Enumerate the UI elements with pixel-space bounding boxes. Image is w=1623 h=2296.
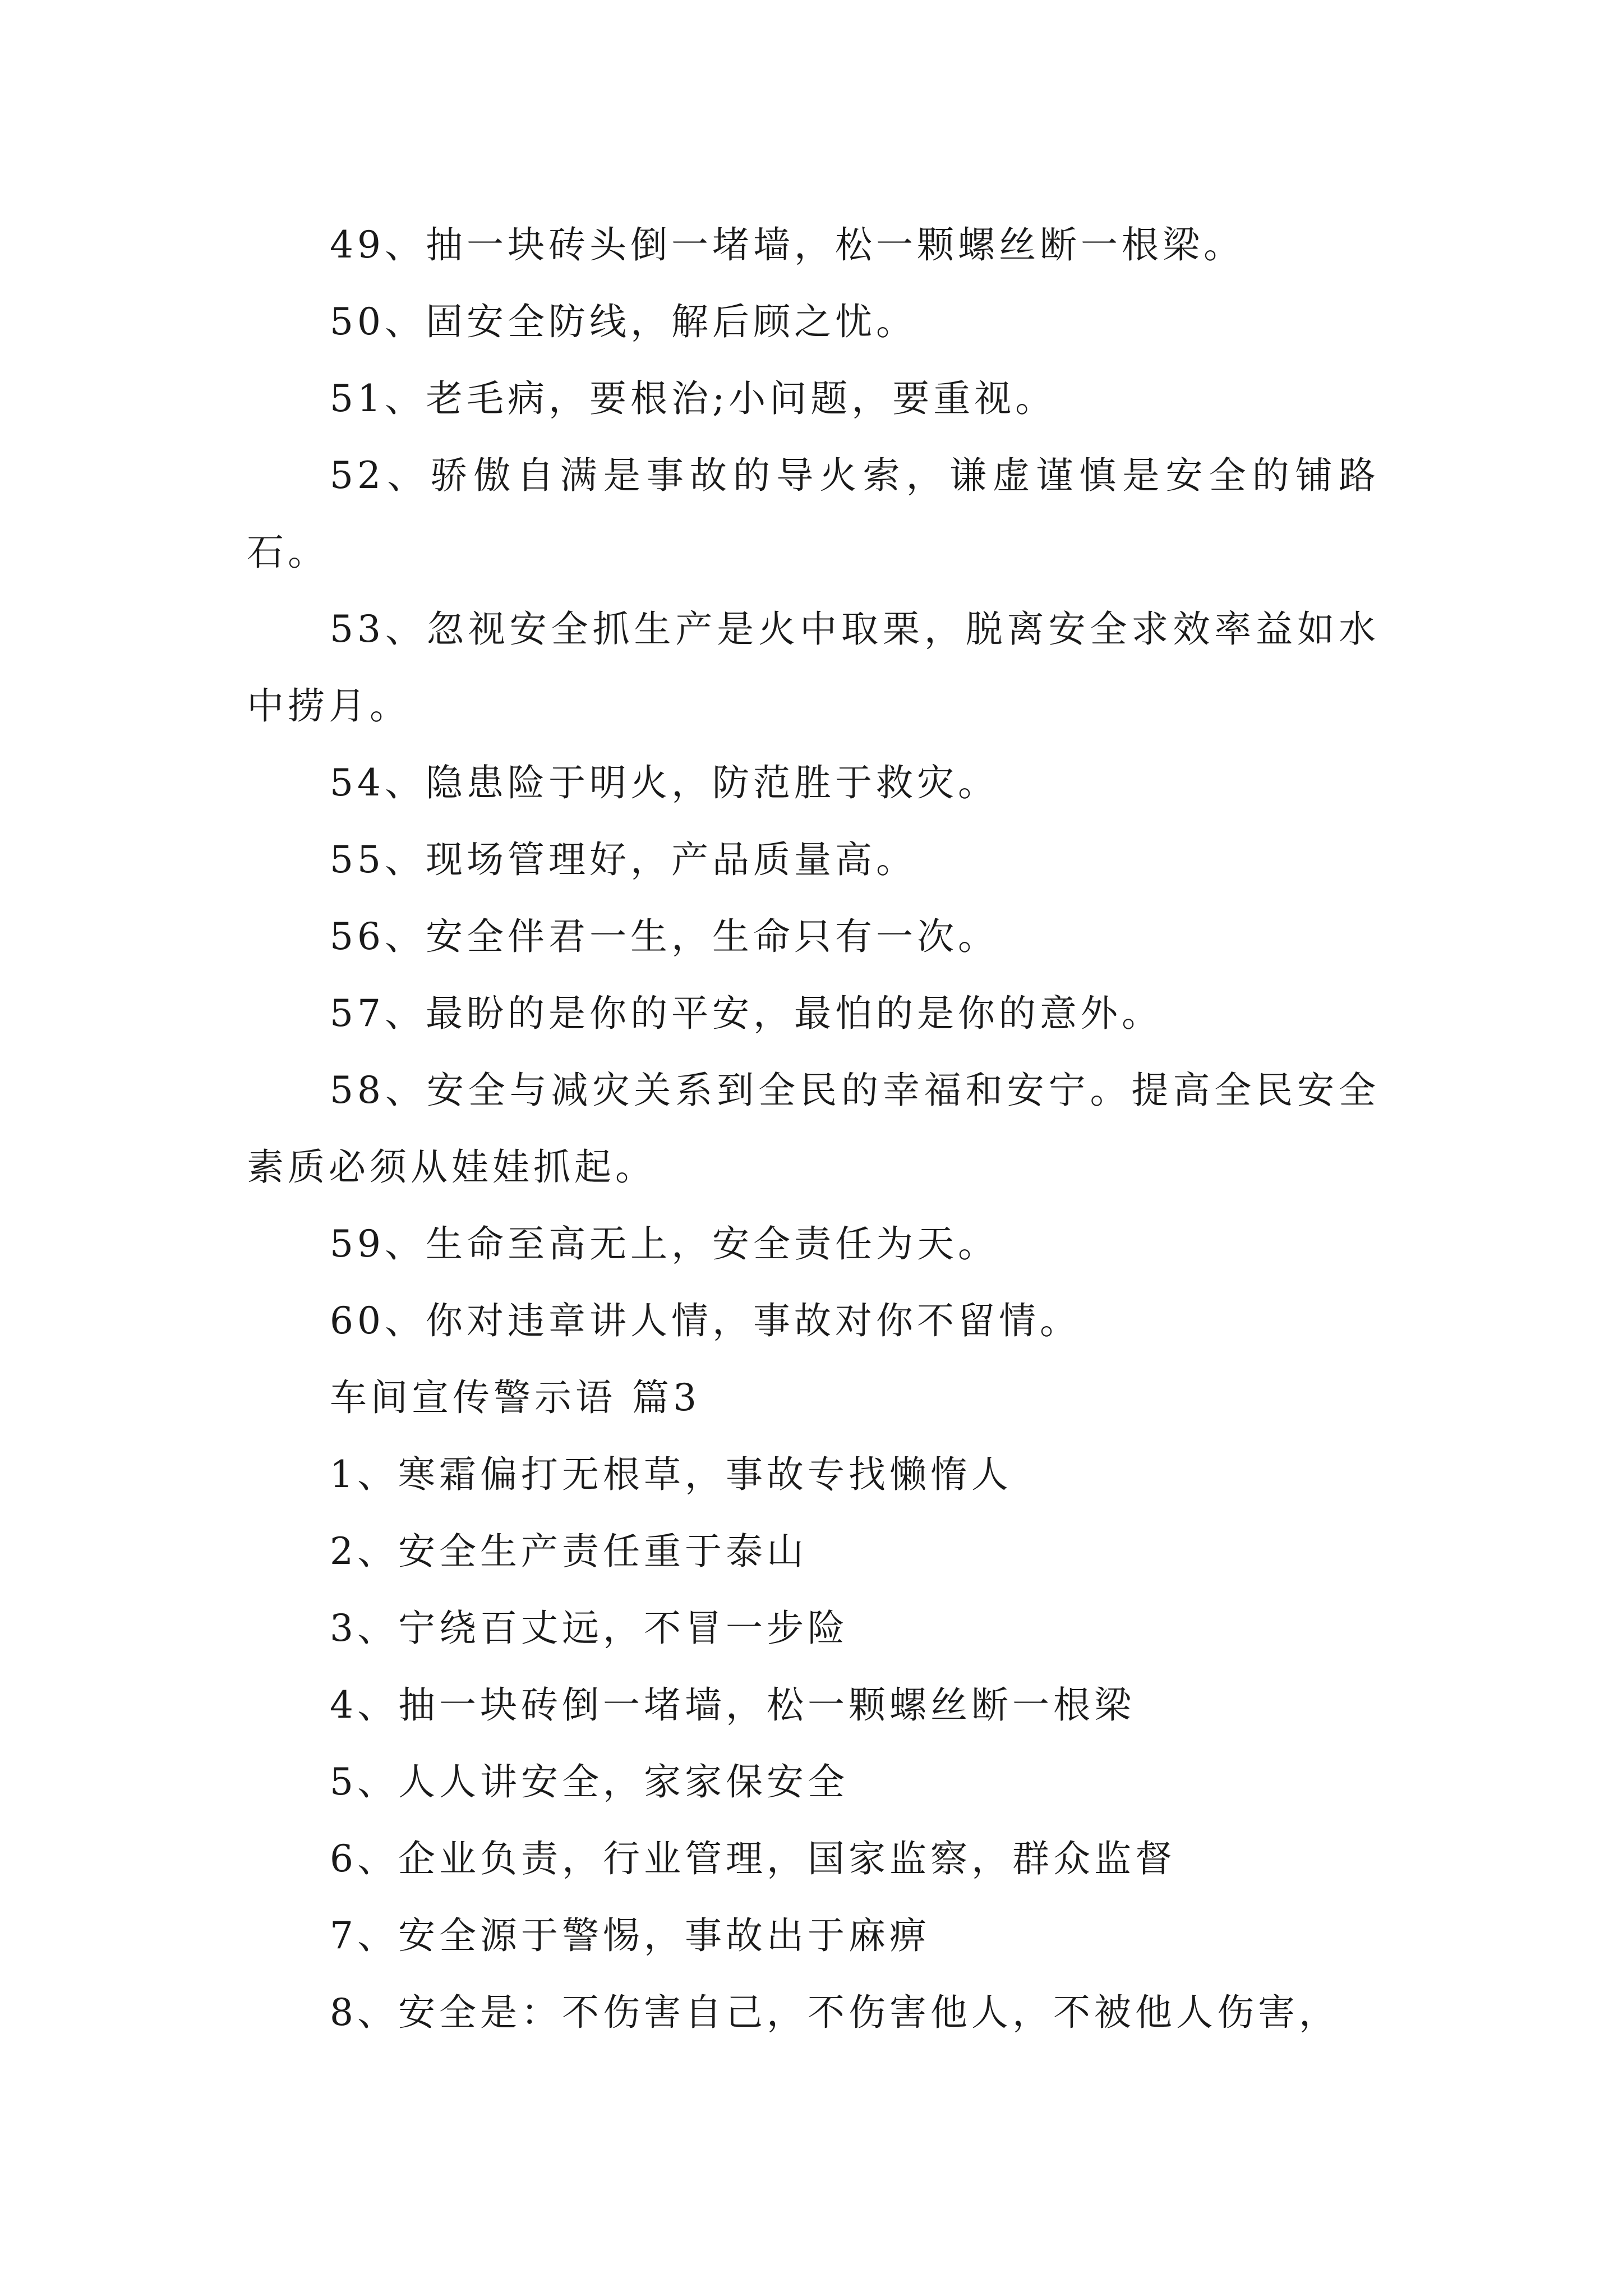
paragraph-item-60: 60、你对违章讲人情，事故对你不留情。 <box>330 1299 1081 1342</box>
paragraph-item-57: 57、最盼的是你的平安，最怕的是你的意外。 <box>330 992 1163 1035</box>
section-heading: 车间宣传警示语 篇3 <box>330 1376 700 1419</box>
paragraph-item-7: 7、安全源于警惕，事故出于麻痹 <box>330 1914 930 1957</box>
paragraph-item-8: 8、安全是：不伤害自己，不伤害他人，不被他人伤害， <box>330 1991 1340 2034</box>
paragraph-item-3: 3、宁绕百丈远，不冒一步险 <box>330 1607 849 1650</box>
paragraph-item-54: 54、隐患险于明火，防范胜于救灾。 <box>330 761 999 804</box>
paragraph-item-49: 49、抽一块砖头倒一堵墙，松一颗螺丝断一根梁。 <box>330 223 1244 266</box>
paragraph-item-5: 5、人人讲安全，家家保安全 <box>330 1760 849 1803</box>
paragraph-item-52: 52、骄傲自满是事故的导火索，谦虚谨慎是安全的铺路石。 <box>247 454 1380 574</box>
paragraph-item-50: 50、固安全防线，解后顾之忧。 <box>330 300 917 343</box>
paragraph-item-55: 55、现场管理好，产品质量高。 <box>330 838 917 881</box>
paragraph-item-53: 53、忽视安全抓生产是火中取栗，脱离安全求效率益如水中捞月。 <box>247 608 1380 728</box>
paragraph-item-2: 2、安全生产责任重于泰山 <box>330 1530 808 1573</box>
paragraph-item-4: 4、抽一块砖倒一堵墙，松一颗螺丝断一根梁 <box>330 1683 1135 1727</box>
document-body <box>247 206 1380 2051</box>
paragraph-item-1: 1、寒霜偏打无根草，事故专找懒惰人 <box>330 1453 1012 1496</box>
paragraph-item-59: 59、生命至高无上，安全责任为天。 <box>330 1222 999 1266</box>
paragraph-item-56: 56、安全伴君一生，生命只有一次。 <box>330 915 999 958</box>
paragraph-item-51: 51、老毛病，要根治;小问题，要重视。 <box>330 377 1057 420</box>
paragraph-item-58: 58、安全与减灾关系到全民的幸福和安宁。提高全民安全素质必须从娃娃抓起。 <box>247 1069 1380 1189</box>
paragraph-item-6: 6、企业负责，行业管理，国家监察，群众监督 <box>330 1837 1176 1880</box>
